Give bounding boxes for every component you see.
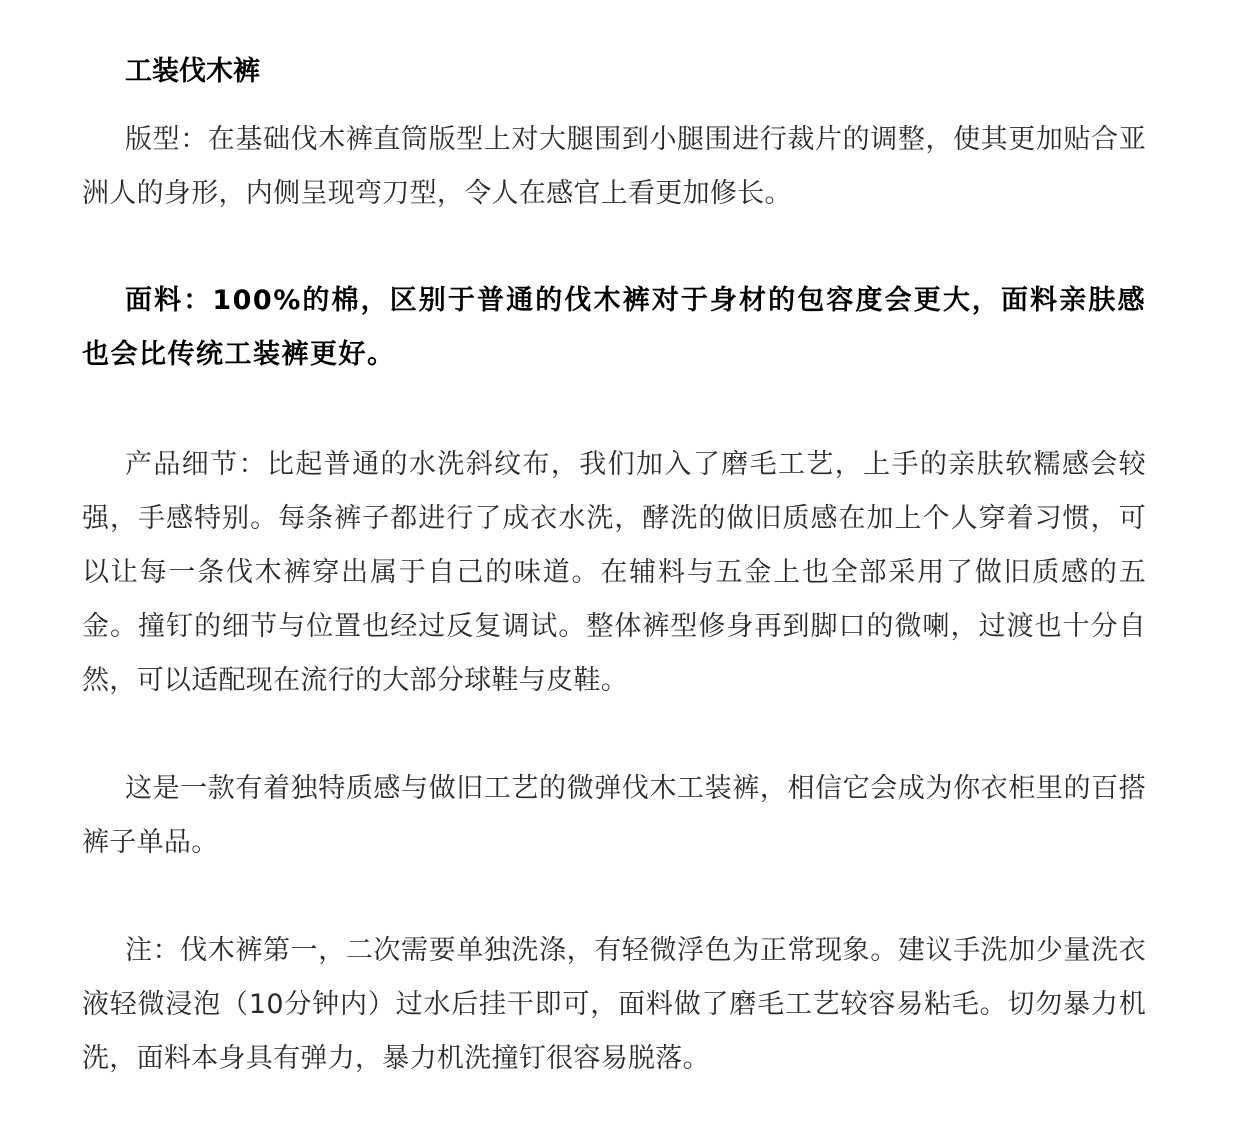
paragraph-summary: 这是一款有着独特质感与做旧工艺的微弹伐木工装裤，相信它会成为你衣柜里的百搭裤子单品。 (82, 773, 1146, 858)
paragraph-fabric: 面料：100%的棉，区别于普通的伐木裤对于身材的包容度会更大，面料亲肤感也会比传统工装裤更好。 (82, 285, 1146, 370)
paragraph-care-note: 注：伐木裤第一，二次需要单独洗涤，有轻微浮色为正常现象。建议手洗加少量洗衣液轻微浸泡（10分钟内）过水后挂干即可，面料做了磨毛工艺较容易粘毛。切勿暴力机洗，面料本身具有弹力，暴力机洗撞钉很容易脱落。 (82, 935, 1146, 1074)
paragraph-details: 产品细节：比起普通的水洗斜纹布，我们加入了磨毛工艺，上手的亲肤软糯感会较强，手感特别。每条裤子都进行了成衣水洗，酵洗的做旧质感在加上个人穿着习惯，可以让每一条伐木裤穿出属于自己的味道。在辅料与五金上也全部采用了做旧质感的五金。撞钉的细节与位置也经过反复调试。整体裤型修身再到脚口的微喇，过渡也十分自然，可以适配现在流行的大部分球鞋与皮鞋。 (82, 449, 1146, 696)
paragraph-fit: 版型：在基础伐木裤直筒版型上对大腿围到小腿围进行裁片的调整，使其更加贴合亚洲人的身形，内侧呈现弯刀型，令人在感官上看更加修长。 (82, 124, 1146, 209)
document-title: 工装伐木裤 (125, 56, 260, 87)
